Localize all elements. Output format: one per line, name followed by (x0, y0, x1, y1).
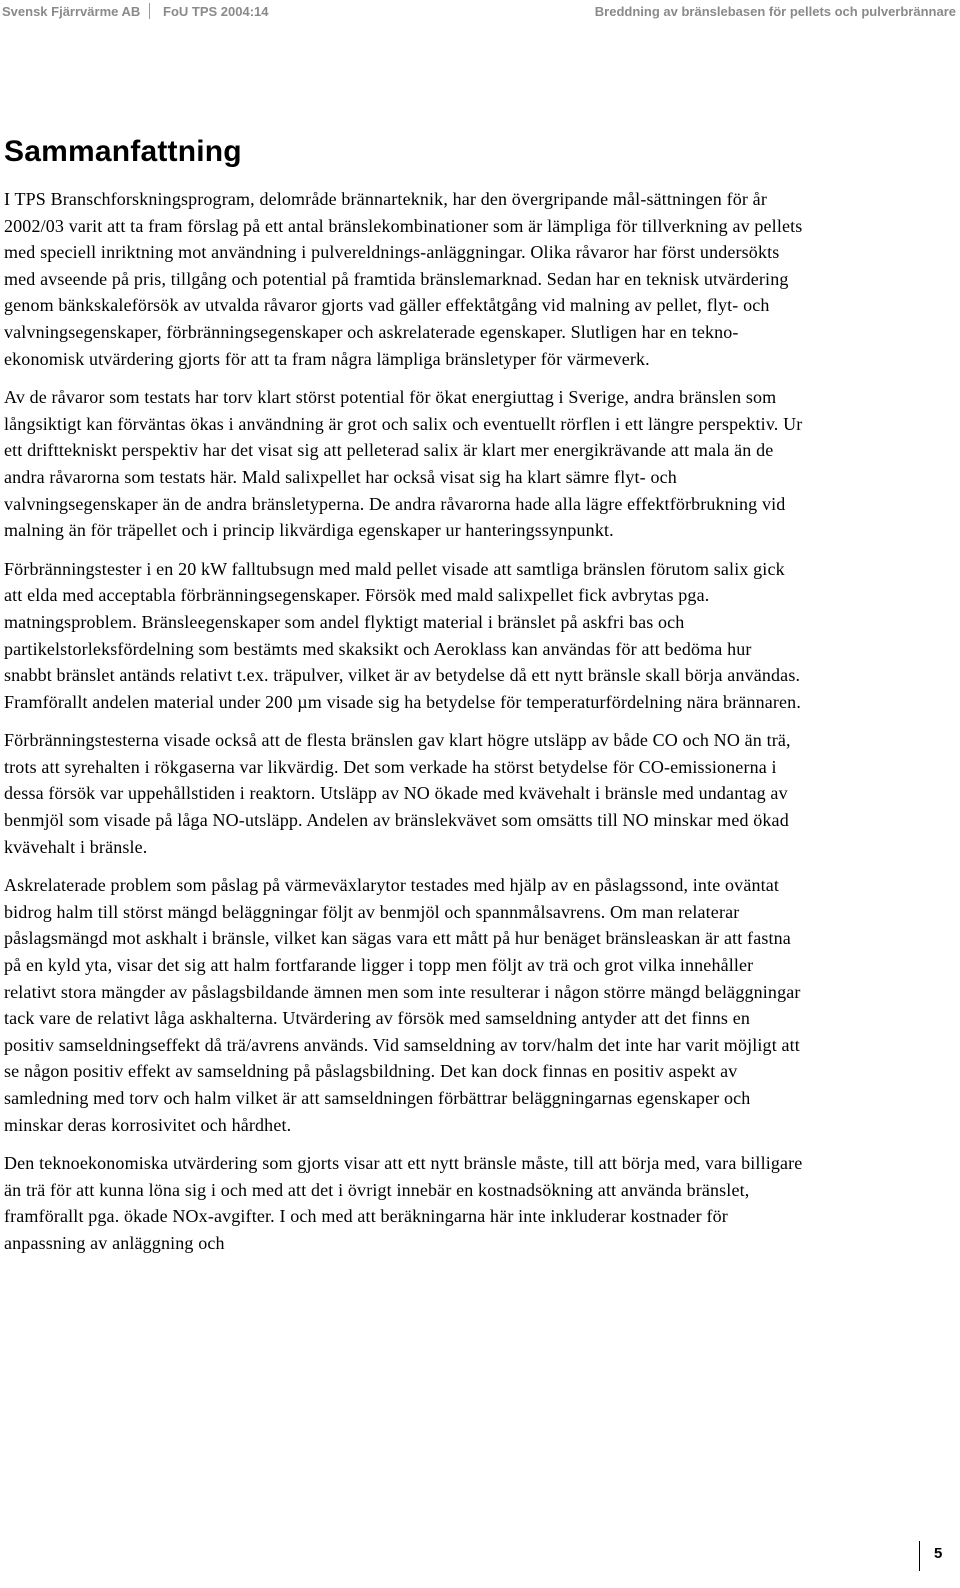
header-separator (149, 3, 150, 19)
paragraph-emissions: Förbränningstesterna visade också att de flesta bränslen gav klart högre utsläpp av både CO och NO än trä, trots att syrehalten i rökgaserna var likvärdig. Det som verkade ha störst betydelse för CO-emissionerna i dessa försök var uppehållstiden i reaktorn. Utsläpp av NO ökade med kvävehalt i bränsle med undantag av benmjöl som visade på låga NO-utsläpp. Andelen av bränslekvävet som omsätts till NO minskar med ökad kvävehalt i bränsle. (4, 730, 791, 857)
header-document-title: Breddning av bränslebasen för pellets och pulverbrännare (594, 4, 956, 19)
footer-separator (919, 1541, 920, 1571)
paragraph-techno-economic: Den teknoekonomiska utvärdering som gjorts visar att ett nytt bränsle måste, till att börja med, vara billigare än trä för att kunna löna sig i och med att det i övrigt innebär en kostnadsökning att använda bränslet, framförallt pga. ökade NOx-avgifter. I och med att beräkningarna här inte inkluderar kostnader för anpassning av anläggning och (4, 1153, 803, 1253)
page-header (0, 0, 960, 24)
summary-body (4, 186, 804, 1269)
section-heading: Sammanfattning (4, 135, 242, 168)
header-organization: Svensk Fjärrvärme AB (2, 4, 141, 19)
page-number: 5 (934, 1545, 943, 1562)
paragraph-combustion-tests: Förbränningstester i en 20 kW falltubsugn med mald pellet visade att samtliga bränslen förutom salix gick att elda med acceptabla förbränningsegenskaper. Försök med mald salixpellet fick avbrytas pga. matningsproblem. Bränsleegenskaper som andel flyktigt material i bränslet på askfri bas och partikelstorleksfördelning som bestämts med skaksikt och Aeroklass kan användas för att bedöma hur snabbt bränslet antänds relativt t.ex. träpulver, vilket är av betydelse då ett nytt bränsle skall börja användas. Framförallt andelen material under 200 µm visade sig ha betydelse för temperaturfördelning nära brännaren. (4, 558, 801, 712)
paragraph-ash-deposits: Askrelaterade problem som påslag på värmeväxlarytor testades med hjälp av en påslagssond, inte oväntat bidrog halm till störst mängd beläggningar följt av benmjöl och spannmålsavrens. Om man relaterar påslagsmängd mot askhalt i bränsle, vilket kan sägas vara ett mått på hur benäget bränsleaskan är att fastna på en kyld yta, visar det sig att halm fortfarande ligger i topp men följt av trä och grot vilka innehåller relativt stora mängder av påslagsbildande ämnen men som inte resulterar i någon större mängd beläggningar tack vare de relativt låga askhalterna. Utvärdering av försök med samseldning antyder att det finns en positiv samseldningseffekt då trä/avrens används. Vid samseldning av torv/halm det inte har varit möjligt att se någon positiv effekt av samseldning på påslagsbildning. Det kan dock finnas en positiv aspekt av samledning med torv och halm vilket är att samseldningen förbättrar beläggningarnas egenskaper och minskar deras korrosivitet och hårdhet. (4, 875, 801, 1135)
paragraph-intro: I TPS Branschforskningsprogram, delområde brännarteknik, har den övergripande mål-sättningen för år 2002/03 varit att ta fram förslag på ett antal bränslekombinationer som är lämpliga för tillverkning av pellets med speciell inriktning mot användning i pulvereldnings-anläggningar. Olika råvaror har först undersökts med avseende på pris, tillgång och potential på framtida bränslemarknad. Sedan har en teknisk utvärdering genom bänkskaleförsök av utvalda råvaror gjorts vad gäller effektåtgång vid malning av pellet, flyt- och valvningsegenskaper, förbränningsegenskaper och askrelaterade egenskaper. Slutligen har en tekno-ekonomisk utvärdering gjorts för att ta fram några lämpliga bränsletyper för värmeverk. (4, 189, 803, 369)
header-report-id: FoU TPS 2004:14 (163, 4, 269, 19)
paragraph-raw-materials: Av de råvaror som testats har torv klart störst potential för ökat energiuttag i Sverige, andra bränslen som långsiktigt kan förväntas ökas i användning är grot och salix och eventuellt rörflen i ett längre perspektiv. Ur ett drifttekniskt perspektiv har det visat sig att pelleterad salix är klart mer energikrävande att mala än de andra råvarorna som testats här. Mald salixpellet har också visat sig ha klart sämre flyt- och valvningsegenskaper än de andra bränsletyperna. De andra råvarorna hade alla lägre effektförbrukning vid malning än för träpellet och i princip likvärdiga egenskaper ur hanteringssynpunkt. (4, 387, 803, 541)
